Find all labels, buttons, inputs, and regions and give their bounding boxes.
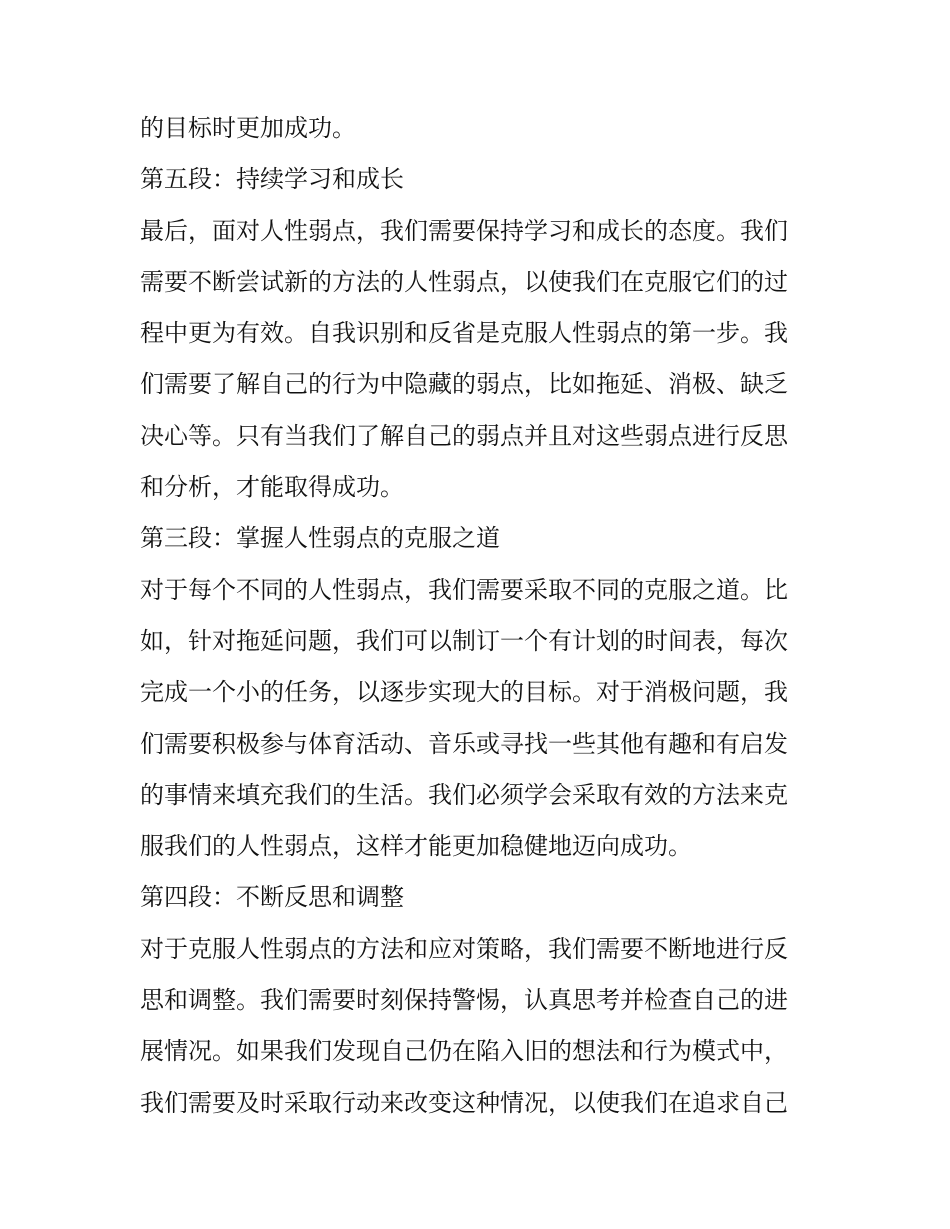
paragraph-line: 我们需要及时采取行动来改变这种情况，以使我们在追求自己 — [140, 1088, 788, 1117]
section-heading-4: 第四段：不断反思和调整 — [140, 883, 404, 912]
section-heading-3: 第三段：掌握人性弱点的克服之道 — [140, 524, 500, 553]
paragraph-line: 如，针对拖延问题，我们可以制订一个有计划的时间表，每次 — [140, 626, 788, 655]
paragraph-line: 最后，面对人性弱点，我们需要保持学习和成长的态度。我们 — [140, 216, 788, 245]
paragraph-line: 决心等。只有当我们了解自己的弱点并且对这些弱点进行反思 — [140, 421, 788, 450]
paragraph-line: 程中更为有效。自我识别和反省是克服人性弱点的第一步。我 — [140, 319, 788, 348]
paragraph-line: 们需要积极参与体育活动、音乐或寻找一些其他有趣和有启发 — [140, 729, 788, 758]
paragraph-line: 对于克服人性弱点的方法和应对策略，我们需要不断地进行反 — [140, 934, 788, 963]
paragraph-line: 展情况。如果我们发现自己仍在陷入旧的想法和行为模式中， — [140, 1037, 788, 1066]
paragraph-line: 服我们的人性弱点，这样才能更加稳健地迈向成功。 — [140, 832, 692, 861]
section-heading-5: 第五段：持续学习和成长 — [140, 165, 404, 194]
paragraph-line: 思和调整。我们需要时刻保持警惕，认真思考并检查自己的进 — [140, 986, 788, 1015]
document-body — [140, 103, 820, 1129]
paragraph-line: 们需要了解自己的行为中隐藏的弱点，比如拖延、消极、缺乏 — [140, 370, 788, 399]
paragraph-line: 的事情来填充我们的生活。我们必须学会采取有效的方法来克 — [140, 780, 788, 809]
paragraph-line: 的目标时更加成功。 — [140, 114, 356, 142]
paragraph-line: 和分析，才能取得成功。 — [140, 473, 404, 502]
paragraph-line: 对于每个不同的人性弱点，我们需要采取不同的克服之道。比 — [140, 575, 788, 604]
paragraph-line: 需要不断尝试新的方法的人性弱点，以使我们在克服它们的过 — [140, 267, 788, 296]
paragraph-line: 完成一个小的任务，以逐步实现大的目标。对于消极问题，我 — [140, 678, 788, 707]
